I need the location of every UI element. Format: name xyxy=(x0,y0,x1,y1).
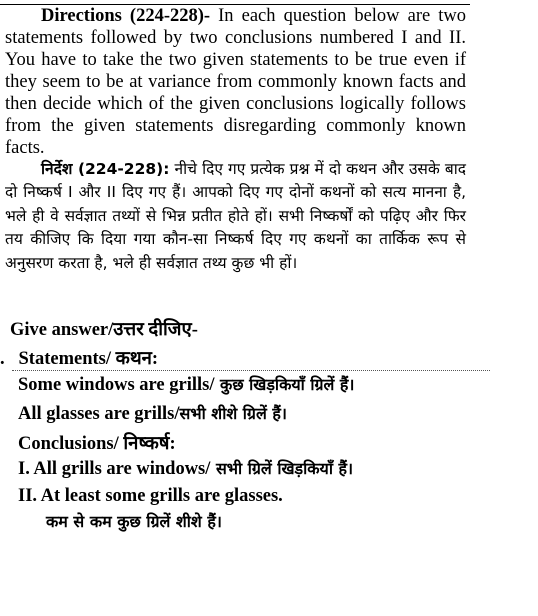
dotted-divider xyxy=(12,370,490,371)
conclusion-1-hi: सभी ग्रिलें खिड़कियाँ हैं। xyxy=(210,459,354,478)
directions-hindi-heading: निर्देश (224-228): xyxy=(41,160,170,178)
conclusions-heading xyxy=(18,430,176,455)
statement-1-en: Some windows are grills/ xyxy=(18,375,215,395)
directions-text: In each question below are two statements followed by two conclusions numbered I and II. You have to take the two given statements to be true even if they seem to be at variance from commonly known facts and then decide which of the given conclusions logically follows from the given statements disregarding commonly known facts. xyxy=(5,6,467,158)
conclusion-2-hindi xyxy=(46,510,222,532)
conclusion-1-en: I. All grills are windows/ xyxy=(18,459,211,479)
statement-1-hi: कुछ खिड़कियाँ ग्रिलें हैं। xyxy=(214,375,355,394)
directions-hindi-text: नीचे दिए गए प्रत्येक प्रश्न में दो कथन और उसके बाद दो निष्कर्ष I और II दिए गए हैं। आपको दिए गए दोनों कथनों को सत्य मानना है, भले ही वे सर्वज्ञात तथ्यों से भिन्न प्रतीत होते हों। सभी निष्कर्षों को पढ़िए और फिर तय कीजिए कि दिया गया कौन-सा निष्कर्ष दिए गए कथनों का तार्किक रूप से अनुसरण करता है, भले ही सर्वज्ञात तथ्य कुछ भी हों। xyxy=(5,160,466,272)
directions-english xyxy=(5,5,466,159)
statement-2-hi: सभी शीशे ग्रिलें हैं। xyxy=(179,404,287,423)
give-answer-text: Give answer/उत्तर दीजिए- xyxy=(10,320,198,340)
statement-2-en: All glasses are grills/ xyxy=(18,404,180,424)
directions-hindi xyxy=(5,158,466,275)
conclusion-2-hi: कम से कम कुछ ग्रिलें शीशे हैं। xyxy=(46,512,222,531)
statement-1 xyxy=(18,373,355,396)
statements-label: Statements/ कथन: xyxy=(18,349,159,369)
conclusion-1 xyxy=(18,457,353,480)
give-answer-line xyxy=(10,316,198,341)
conclusion-2-en: II. At least some grills are glasses. xyxy=(18,486,283,506)
conclusion-2 xyxy=(18,486,283,507)
conclusions-label: Conclusions/ निष्कर्ष: xyxy=(18,434,176,454)
statements-heading: . Statements/ कथन: xyxy=(0,349,159,369)
directions-heading: Directions (224-228)- xyxy=(41,6,211,26)
statement-2 xyxy=(18,402,287,425)
